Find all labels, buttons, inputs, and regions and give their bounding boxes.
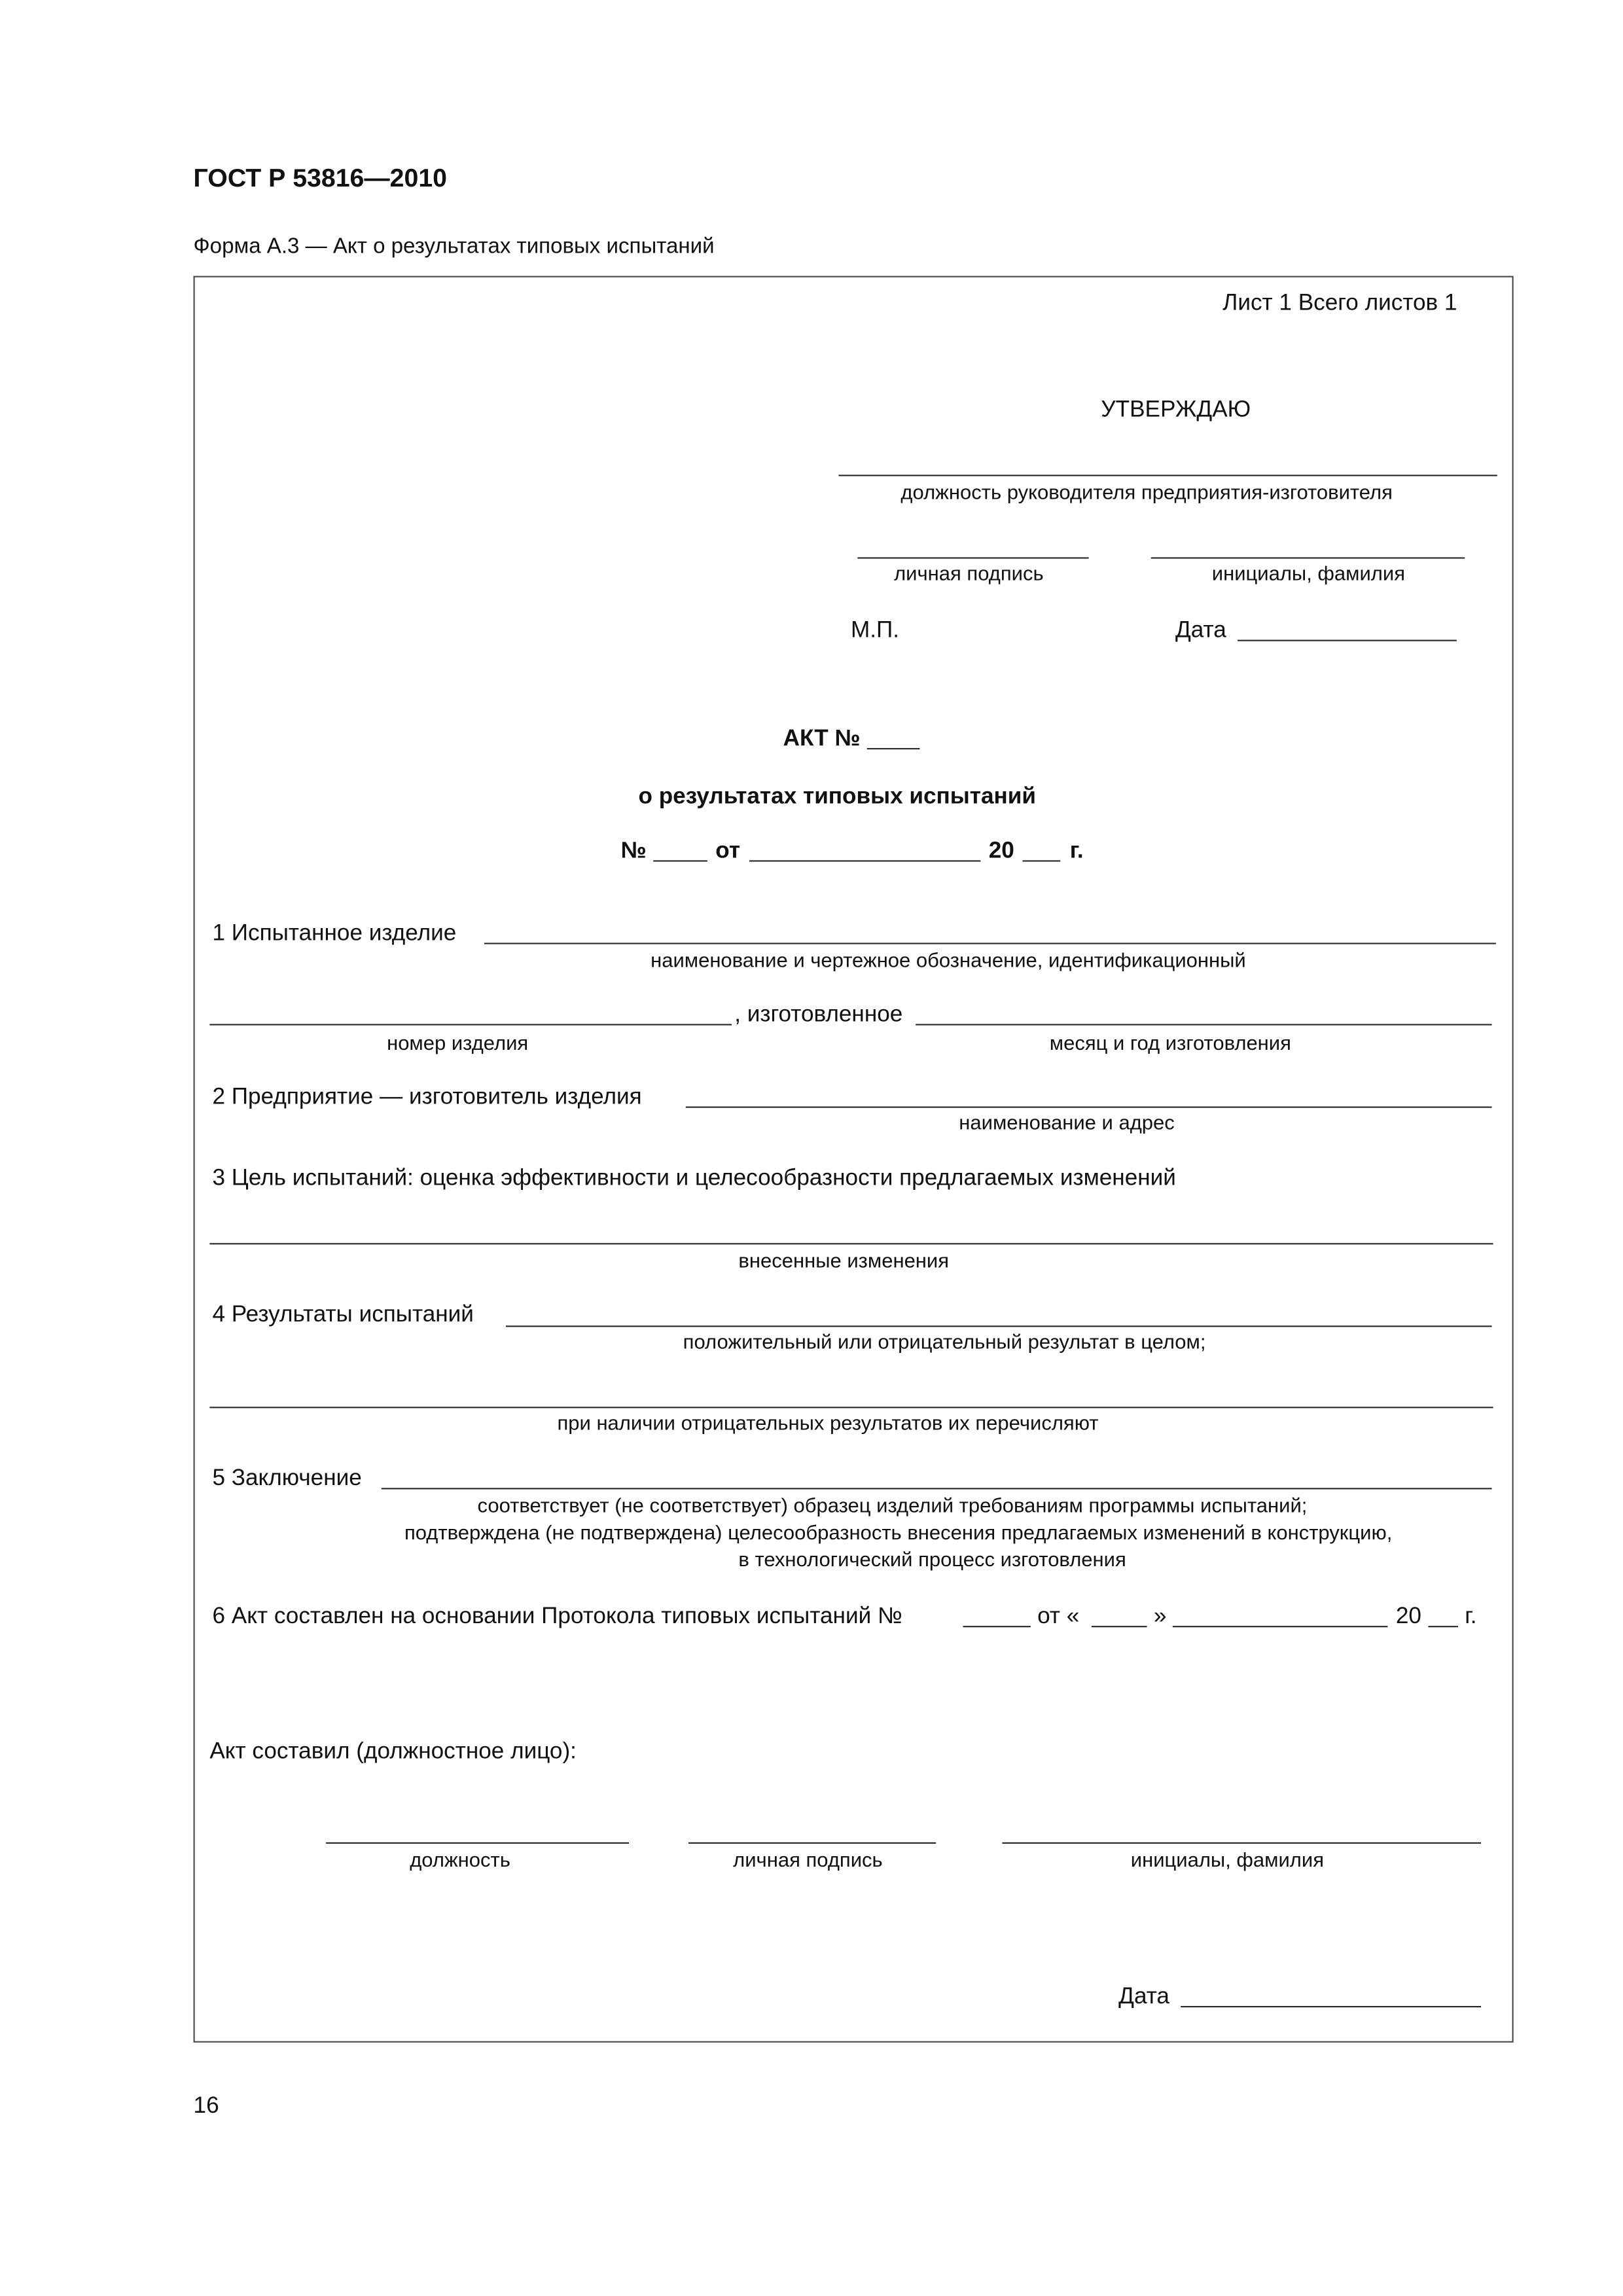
item5-line[interactable] xyxy=(382,1488,1492,1489)
compiled-by-label: Акт составил (должностное лицо): xyxy=(209,1738,577,1764)
standard-title: ГОСТ Р 53816—2010 xyxy=(193,165,448,194)
item1-hint: наименование и чертежное обозначение, идентификационный xyxy=(651,949,1246,973)
item6-from: от « xyxy=(1037,1603,1080,1629)
item6-year-line[interactable] xyxy=(1428,1626,1457,1627)
item3-line[interactable] xyxy=(209,1243,1493,1244)
item1-date-hint: месяц и год изготовления xyxy=(1049,1031,1291,1056)
item1-label: 1 Испытанное изделие xyxy=(212,920,457,946)
act-subtitle: о результатах типовых испытаний xyxy=(638,783,1036,809)
compiler-initials-hint: инициалы, фамилия xyxy=(1130,1849,1325,1873)
item6-label: 6 Акт составлен на основании Протокола типовых испытаний № xyxy=(212,1603,902,1629)
act-date-line[interactable] xyxy=(749,860,980,861)
item4-hint2: при наличии отрицательных результатов их перечисляют xyxy=(557,1412,1099,1435)
compiler-initials-line[interactable] xyxy=(1002,1842,1481,1844)
item4-label: 4 Результаты испытаний xyxy=(212,1301,474,1327)
item1-number-line[interactable] xyxy=(209,1024,732,1025)
item1-number-hint: номер изделия xyxy=(387,1031,529,1056)
final-date-line[interactable] xyxy=(1181,2006,1481,2007)
final-date-label: Дата xyxy=(1118,1982,1169,2009)
item1-date-line[interactable] xyxy=(916,1024,1491,1025)
compiler-signature-hint: личная подпись xyxy=(733,1849,883,1873)
year-label: 20 xyxy=(988,837,1014,863)
approve-label: УТВЕРЖДАЮ xyxy=(1101,396,1251,422)
item5-label: 5 Заключение xyxy=(212,1465,362,1491)
manager-signature-hint: личная подпись xyxy=(894,562,1044,586)
item2-hint: наименование и адрес xyxy=(959,1111,1175,1135)
act-year-line[interactable] xyxy=(1022,860,1060,861)
item6-month-line[interactable] xyxy=(1173,1626,1388,1627)
compiler-signature-line[interactable] xyxy=(688,1842,936,1844)
item5-hint-line1: соответствует (не соответствует) образец изделий требованиям программы испытаний; xyxy=(477,1494,1308,1518)
approve-date-label: Дата xyxy=(1175,617,1226,643)
manager-position-hint: должность руководителя предприятия-изготовителя xyxy=(901,481,1393,505)
sheet-info: Лист 1 Всего листов 1 xyxy=(1222,289,1457,315)
item6-day-line[interactable] xyxy=(1092,1626,1147,1627)
manager-initials-hint: инициалы, фамилия xyxy=(1211,562,1406,586)
item5-hint-line2: подтверждена (не подтверждена) целесообразность внесения предлагаемых изменений в конструкцию, xyxy=(404,1522,1393,1545)
page-number: 16 xyxy=(193,2092,219,2119)
form-frame xyxy=(194,276,1514,2043)
item2-label: 2 Предприятие — изготовитель изделия xyxy=(212,1083,642,1109)
item3-label: 3 Цель испытаний: оценка эффективности и целесообразности предлагаемых изменений xyxy=(212,1164,1176,1191)
item2-line[interactable] xyxy=(686,1107,1492,1108)
year-suffix: г. xyxy=(1069,837,1084,863)
act-num-line[interactable] xyxy=(653,860,707,861)
number-prefix: № xyxy=(620,837,647,863)
item4-hint1: положительный или отрицательный результат в целом; xyxy=(683,1331,1206,1354)
from-label: от xyxy=(715,837,741,863)
item5-hint-line3: в технологический процесс изготовления xyxy=(738,1549,1126,1572)
stamp-label: М.П. xyxy=(850,617,900,643)
act-title: АКТ № xyxy=(783,725,861,751)
approve-date-line[interactable] xyxy=(1238,640,1457,641)
item1-line[interactable] xyxy=(484,942,1496,944)
item6-close-quote: » xyxy=(1153,1603,1167,1629)
item3-hint: внесенные изменения xyxy=(738,1249,950,1273)
item6-number-line[interactable] xyxy=(963,1626,1030,1627)
manager-position-line[interactable] xyxy=(838,475,1497,476)
item1-made-label: , изготовленное xyxy=(734,1001,903,1027)
item6-year: 20 xyxy=(1395,1603,1421,1629)
item6-suffix: г. xyxy=(1465,1603,1477,1629)
item4-line2[interactable] xyxy=(209,1407,1493,1408)
form-caption: Форма А.3 — Акт о результатах типовых испытаний xyxy=(193,235,715,259)
item4-line[interactable] xyxy=(506,1325,1492,1327)
act-number-line[interactable] xyxy=(867,748,920,749)
compiler-position-line[interactable] xyxy=(326,1842,629,1844)
compiler-position-hint: должность xyxy=(410,1849,510,1873)
manager-initials-line[interactable] xyxy=(1151,557,1465,558)
manager-signature-line[interactable] xyxy=(857,557,1088,558)
